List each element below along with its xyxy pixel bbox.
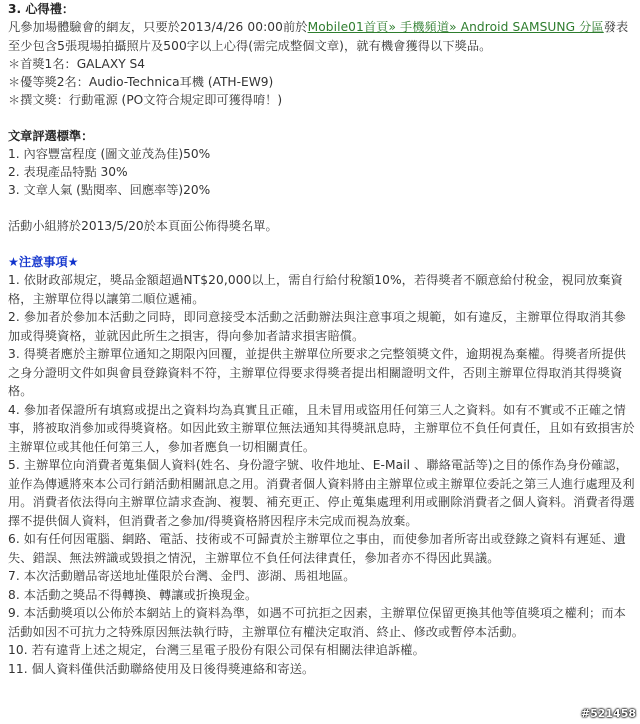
- note-item: 1. 依財政部規定，獎品金額超過NT$20,000以上，需自行給付稅額10%，若得獎者不願意給付稅金，視同放棄資格，主辦單位得以讓第二順位遞補。: [8, 273, 623, 306]
- section3-intro: [8, 18, 636, 55]
- note-item: 2. 參加者於參加本活動之同時，即同意接受本活動之活動辦法與注意事項之規範，如有違反，主辦單位得取消其參加或得獎資格，並就因此所生之損害，得向參加者請求損害賠償。: [8, 310, 626, 343]
- note-item: 5. 主辦單位向消費者蒐集個人資料(姓名、身份證字號、收件地址、E-Mail 、聯絡電話等)之目的係作為身份確認，並作為傳遞將來本公司行銷活動相關訊息之用。消費者個人資料將由主辦單位或主辦單位委託之第三人進行處理及利用。消費者依法得向主辦單位請求查詢、複製、補充更正、停止蒐集處理利用或刪除消費者之個人資料。消費者得選擇不提供個人資料，但消費者之參加/得獎資格將因程序未完成而視為放棄。: [8, 458, 635, 528]
- prize-first: ＊首獎1名：GALAXY S4: [8, 57, 146, 71]
- document-page: [8, 0, 636, 678]
- note-item: 3. 得獎者應於主辦單位通知之期限內回覆，並提供主辦單位所要求之完整領獎文件，逾期視為棄權。得獎者所提供之身分證明文件如與會員登錄資料不符，主辦單位得要求得獎者提出相關證明文件，否則主辦單位得取消其得獎資格。: [8, 347, 626, 398]
- spacer: [8, 199, 636, 217]
- spacer: [8, 109, 636, 127]
- intro-text-after-link: 發表至少包含5張現場拍攝照片及500字以上心得(需完成整個文章)，就有機會獲得以下獎品。: [8, 20, 629, 53]
- forum-link[interactable]: Mobile01首頁» 手機頻道» Android SAMSUNG 分區: [307, 20, 604, 34]
- spacer: [8, 235, 636, 253]
- criteria-item: 1. 內容豐富程度 (圖文並茂為佳)50%: [8, 147, 211, 161]
- note-item: 8. 本活動之獎品不得轉換、轉讓或折換現金。: [8, 587, 258, 602]
- note-item: 10. 若有違背上述之規定，台灣三星電子股份有限公司保有相關法律追訴權。: [8, 643, 425, 657]
- criteria-heading: 文章評選標準：: [8, 129, 94, 143]
- watermark-id: #521458: [580, 707, 636, 720]
- note-item: 4. 參加者保證所有填寫或提出之資料均為真實且正確，且未冒用或盜用任何第三人之資料。如有不實或不正確之情事，將被取消參加或得獎資格。如因此致主辦單位無法通知其得獎訊息時，主辦單位不負任何責任，且如有致損害於主辦單位或其他任何第三人，參加者應負一切相關責任。: [8, 402, 635, 454]
- note-item: 9. 本活動獎項以公佈於本網站上的資料為準，如遇不可抗拒之因素，主辦單位保留更換其他等值獎項之權利；而本活動如因不可抗力之特殊原因無法執行時，主辦單位有權決定取消、終止、修改或暫停本活動。: [8, 606, 626, 639]
- section3-heading: 3. 心得禮：: [8, 2, 75, 16]
- notes-heading: ★注意事項★: [8, 255, 79, 269]
- criteria-item: 2. 表現產品特點 30%: [8, 165, 128, 179]
- intro-text-before-link: 凡參加場體驗會的網友，只要於2013/4/26 00:00前於: [8, 20, 308, 34]
- prize-writing: ＊撰文獎：行動電源 (PO文符合規定即可獲得唷！): [8, 93, 283, 107]
- note-item: 6. 如有任何因電腦、網路、電話、技術或不可歸責於主辦單位之事由，而使參加者所寄出或登錄之資料有遲延、遺失、錯誤、無法辨識或毀損之情況，主辦單位不負任何法律責任，參加者亦不得因此異議。: [8, 532, 626, 565]
- note-item: 11. 個人資料僅供活動聯絡使用及日後得獎連絡和寄送。: [8, 661, 315, 676]
- note-item: 7. 本次活動贈品寄送地址僅限於台灣、金門、澎湖、馬祖地區。: [8, 569, 356, 583]
- announcement-text: 活動小組將於2013/5/20於本頁面公佈得獎名單。: [8, 219, 278, 233]
- prize-excellence: ＊優等獎2名：Audio-Technica耳機 (ATH-EW9): [8, 75, 274, 89]
- criteria-item: 3. 文章人氣 (點閱率、回應率等)20%: [8, 183, 211, 197]
